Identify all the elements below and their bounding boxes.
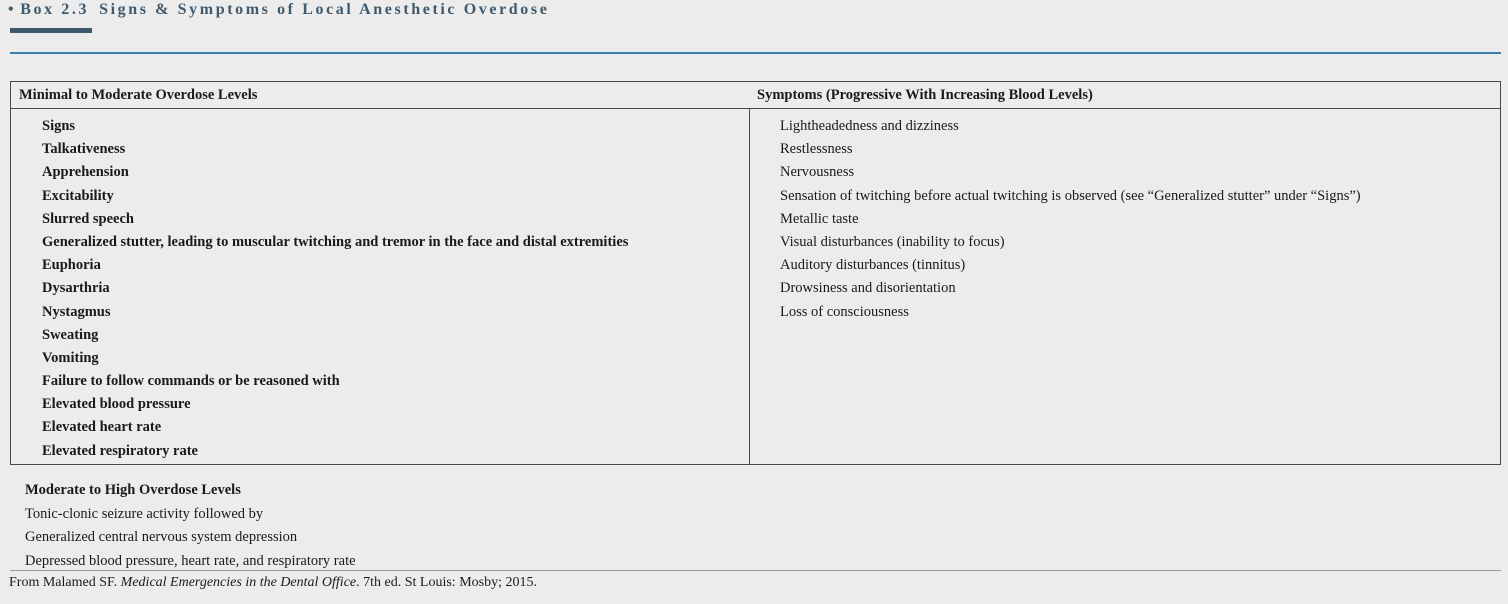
list-item: Signs bbox=[42, 118, 76, 134]
column-divider bbox=[749, 109, 750, 464]
list-item: Visual disturbances (inability to focus) bbox=[780, 233, 1005, 250]
list-item: Metallic taste bbox=[780, 210, 859, 227]
title-accent-bar bbox=[10, 28, 92, 33]
overdose-table bbox=[10, 81, 1501, 465]
list-item: Lightheadedness and dizziness bbox=[780, 118, 959, 134]
footer-rule bbox=[10, 570, 1501, 571]
header-minimal-moderate: Minimal to Moderate Overdose Levels bbox=[19, 87, 258, 103]
list-item: Elevated heart rate bbox=[42, 419, 162, 436]
citation-book-title: Medical Emergencies in the Dental Office bbox=[120, 575, 357, 590]
box-title bbox=[8, 1, 549, 19]
list-item: Elevated blood pressure bbox=[42, 396, 191, 413]
list-item: Nervousness bbox=[780, 164, 855, 181]
citation-prefix: From Malamed SF. bbox=[9, 575, 121, 590]
list-item: Talkativeness bbox=[42, 141, 126, 158]
list-item: Sweating bbox=[42, 326, 99, 343]
list-item: Restlessness bbox=[780, 141, 853, 158]
title-rule bbox=[10, 52, 1501, 54]
citation bbox=[9, 575, 537, 591]
list-item: Loss of consciousness bbox=[780, 303, 909, 320]
list-item: Sensation of twitching before actual twitching is observed (see “Generalized stutter” under “Signs”) bbox=[780, 187, 1361, 204]
list-item: Tonic-clonic seizure activity followed by bbox=[25, 505, 264, 522]
list-item: Slurred speech bbox=[42, 210, 134, 227]
box-number: Box 2.3 bbox=[20, 1, 90, 18]
list-item: Euphoria bbox=[42, 257, 101, 274]
header-symptoms: Symptoms (Progressive With Increasing Blood Levels) bbox=[757, 87, 1093, 103]
list-item: Generalized stutter, leading to muscular twitching and tremor in the face and distal extremities bbox=[42, 233, 629, 250]
box-title-text: Signs & Symptoms of Local Anesthetic Overdose bbox=[99, 1, 550, 18]
list-item: Nystagmus bbox=[42, 303, 111, 320]
table-header bbox=[11, 82, 1500, 109]
section-heading: Moderate to High Overdose Levels bbox=[25, 482, 241, 498]
citation-suffix: . 7th ed. St Louis: Mosby; 2015. bbox=[356, 575, 537, 590]
symptoms-list bbox=[780, 117, 1361, 326]
title-bullet: • bbox=[8, 1, 17, 18]
list-item: Elevated respiratory rate bbox=[42, 442, 198, 459]
list-item: Excitability bbox=[42, 187, 114, 204]
list-item: Depressed blood pressure, heart rate, and respiratory rate bbox=[25, 552, 356, 569]
list-item: Generalized central nervous system depression bbox=[25, 529, 298, 545]
list-item: Drowsiness and disorientation bbox=[780, 280, 956, 297]
list-item: Dysarthria bbox=[42, 280, 110, 297]
list-item: Auditory disturbances (tinnitus) bbox=[780, 257, 966, 274]
signs-list bbox=[42, 117, 628, 465]
high-overdose-section bbox=[25, 481, 356, 575]
list-item: Vomiting bbox=[42, 349, 99, 366]
list-item: Apprehension bbox=[42, 164, 129, 181]
list-item: Failure to follow commands or be reasoned with bbox=[42, 373, 340, 390]
